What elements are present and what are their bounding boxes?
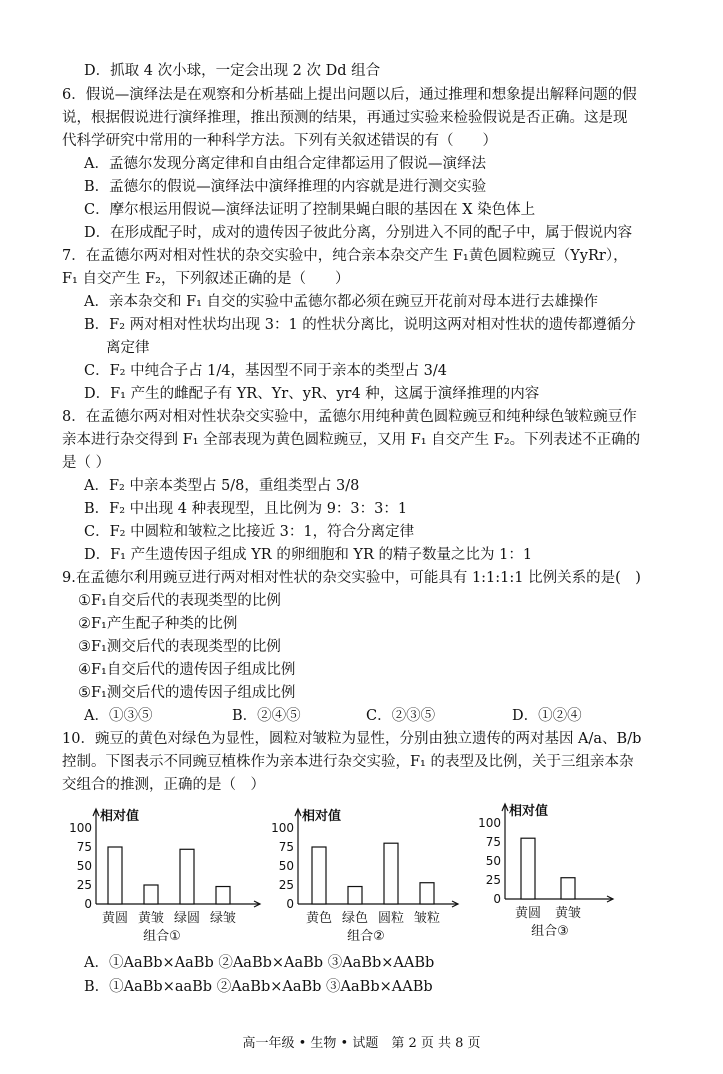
y-tick-label: 0 (493, 892, 501, 906)
q6-option-b: B．孟德尔的假说—演绎法中演绎推理的内容就是进行测交实验 (84, 179, 487, 195)
y-tick-label: 0 (84, 897, 92, 911)
y-tick-label: 75 (278, 840, 294, 854)
x-tick-label: 黄圆 (514, 906, 542, 921)
q8-option-c: C．F₂ 中圆粒和皱粒之比接近 3：1，符合分离定律 (84, 524, 415, 540)
y-axis-label: 相对值 (100, 809, 140, 824)
x-tick-label: 圆粒 (377, 911, 405, 926)
y-axis-label: 相对值 (302, 809, 342, 824)
q7-stem-line2: F₁ 自交产生 F₂，下列叙述正确的是（ ） (62, 271, 350, 287)
y-tick-label: 100 (271, 821, 294, 835)
y-tick-label: 50 (278, 859, 294, 873)
chart-caption: 组合② (347, 929, 385, 944)
chart-caption: 组合③ (531, 924, 569, 939)
q6-stem-line2: 说，根据假说进行演绎推理，推出预测的结果，再通过实验来检验假说是否正确。这是现 (62, 110, 628, 126)
bar (144, 885, 158, 904)
y-axis-label: 相对值 (509, 804, 549, 819)
q9-option-d: D．①②④ (512, 708, 582, 724)
y-tick-label: 100 (69, 821, 92, 835)
chart-caption: 组合① (143, 929, 181, 944)
bar (420, 883, 434, 904)
q9-option-c: C．②③⑤ (366, 708, 436, 724)
q7-option-a: A．亲本杂交和 F₁ 自交的实验中孟德尔都必须在豌豆开花前对母本进行去雄操作 (84, 294, 599, 310)
q10-stem-line2: 控制。下图表示不同豌豆植株作为亲本进行杂交实验，F₁ 的表型及比例，关于三组亲本杂 (62, 754, 634, 770)
x-tick-label: 黄圆 (101, 911, 129, 926)
x-tick-label: 黄皱 (554, 906, 582, 921)
x-tick-label: 绿色 (341, 911, 369, 926)
y-tick-label: 25 (76, 878, 92, 892)
y-tick-label: 50 (76, 859, 92, 873)
q8-option-d: D．F₁ 产生遗传因子组成 YR 的卵细胞和 YR 的精子数量之比为 1：1 (84, 547, 533, 563)
x-tick-label: 黄皱 (137, 911, 165, 926)
q10-option-a: A．①AaBb×AaBb ②AaBb×AaBb ③AaBb×AABb (84, 955, 435, 971)
q7-stem-line1: 7．在孟德尔两对相对性状的杂交实验中，纯合亲本杂交产生 F₁黄色圆粒豌豆（YyRr）， (62, 248, 628, 264)
q6-option-a: A．孟德尔发现分离定律和自由组合定律都运用了假说—演绎法 (84, 156, 486, 172)
bar (180, 849, 194, 904)
q9-item-4: ④F₁自交后代的遗传因子组成比例 (78, 662, 296, 678)
q9-item-3: ③F₁测交后代的表现类型的比例 (78, 639, 281, 655)
y-tick-label: 100 (478, 816, 501, 830)
q7-option-c: C．F₂ 中纯合子占 1/4，基因型不同于亲本的类型占 3/4 (84, 363, 447, 379)
bar-chart-combination-1 (60, 800, 265, 950)
q8-stem-line2: 亲本进行杂交得到 F₁ 全部表现为黄色圆粒豌豆，又用 F₁ 自交产生 F₂。下列表述不正确的 (62, 432, 641, 448)
q9-option-b: B．②④⑤ (232, 708, 301, 724)
y-tick-label: 0 (286, 897, 294, 911)
q6-stem-line3: 代科学研究中常用的一种科学方法。下列有关叙述错误的有（ ） (62, 133, 497, 149)
y-tick-label: 75 (76, 840, 92, 854)
q10-stem-line1: 10．豌豆的黄色对绿色为显性，圆粒对皱粒为显性，分别由独立遗传的两对基因 A/a、B/b (62, 731, 642, 747)
q6-stem-line1: 6．假说—演绎法是在观察和分析基础上提出问题以后，通过推理和想象提出解释问题的假 (62, 87, 637, 103)
bar (312, 847, 326, 904)
bar-chart-combination-2 (268, 800, 468, 950)
y-tick-label: 75 (485, 835, 501, 849)
x-tick-label: 绿圆 (173, 911, 201, 926)
x-tick-label: 黄色 (305, 911, 333, 926)
q9-item-5: ⑤F₁测交后代的遗传因子组成比例 (78, 685, 296, 701)
bar (108, 847, 122, 904)
q8-stem-line1: 8．在孟德尔两对相对性状杂交实验中，孟德尔用纯种黄色圆粒豌豆和纯种绿色皱粒豌豆作 (62, 409, 637, 425)
bar (348, 887, 362, 904)
q8-stem-line3: 是（ ） (62, 455, 111, 471)
q5-option-d: D．抓取 4 次小球，一定会出现 2 次 Dd 组合 (84, 63, 381, 79)
bar (216, 887, 230, 904)
q8-option-b: B．F₂ 中出现 4 种表现型，且比例为 9：3：3：1 (84, 501, 408, 517)
q10-option-b: B．①AaBb×aaBb ②AaBb×AaBb ③AaBb×AABb (84, 979, 433, 995)
bar (521, 838, 535, 899)
x-tick-label: 皱粒 (413, 911, 441, 926)
y-tick-label: 25 (485, 873, 501, 887)
x-tick-label: 绿皱 (209, 911, 237, 926)
page-footer: 高一年级 • 生物 • 试题 第 2 页 共 8 页 (242, 1036, 481, 1051)
bar-chart-combination-3 (475, 795, 625, 940)
y-tick-label: 50 (485, 854, 501, 868)
q9-item-2: ②F₁产生配子种类的比例 (78, 616, 238, 632)
y-tick-label: 25 (278, 878, 294, 892)
q9-option-a: A．①③⑤ (84, 708, 153, 724)
q8-option-a: A．F₂ 中亲本类型占 5/8，重组类型占 3/8 (84, 478, 360, 494)
q7-option-d: D．F₁ 产生的雌配子有 YR、Yr、yR、yr4 种，这属于演绎推理的内容 (84, 386, 540, 402)
q9-stem: 9.在孟德尔利用豌豆进行两对相对性状的杂交实验中，可能具有 1:1:1:1 比例关系的是( ) (62, 570, 641, 586)
bar (384, 843, 398, 904)
q6-option-c: C．摩尔根运用假说—演绎法证明了控制果蝇白眼的基因在 X 染色体上 (84, 202, 536, 218)
q6-option-d: D．在形成配子时，成对的遗传因子彼此分离，分别进入不同的配子中，属于假说内容 (84, 225, 633, 241)
bar (561, 878, 575, 899)
q10-stem-line3: 交组合的推测，正确的是（ ） (62, 777, 265, 793)
q7-option-b: B．F₂ 两对相对性状均出现 3：1 的性状分离比，说明这两对相对性状的遗传都遵循分 (84, 317, 636, 333)
q9-item-1: ①F₁自交后代的表现类型的比例 (78, 593, 281, 609)
q7-option-b-cont: 离定律 (106, 340, 150, 356)
